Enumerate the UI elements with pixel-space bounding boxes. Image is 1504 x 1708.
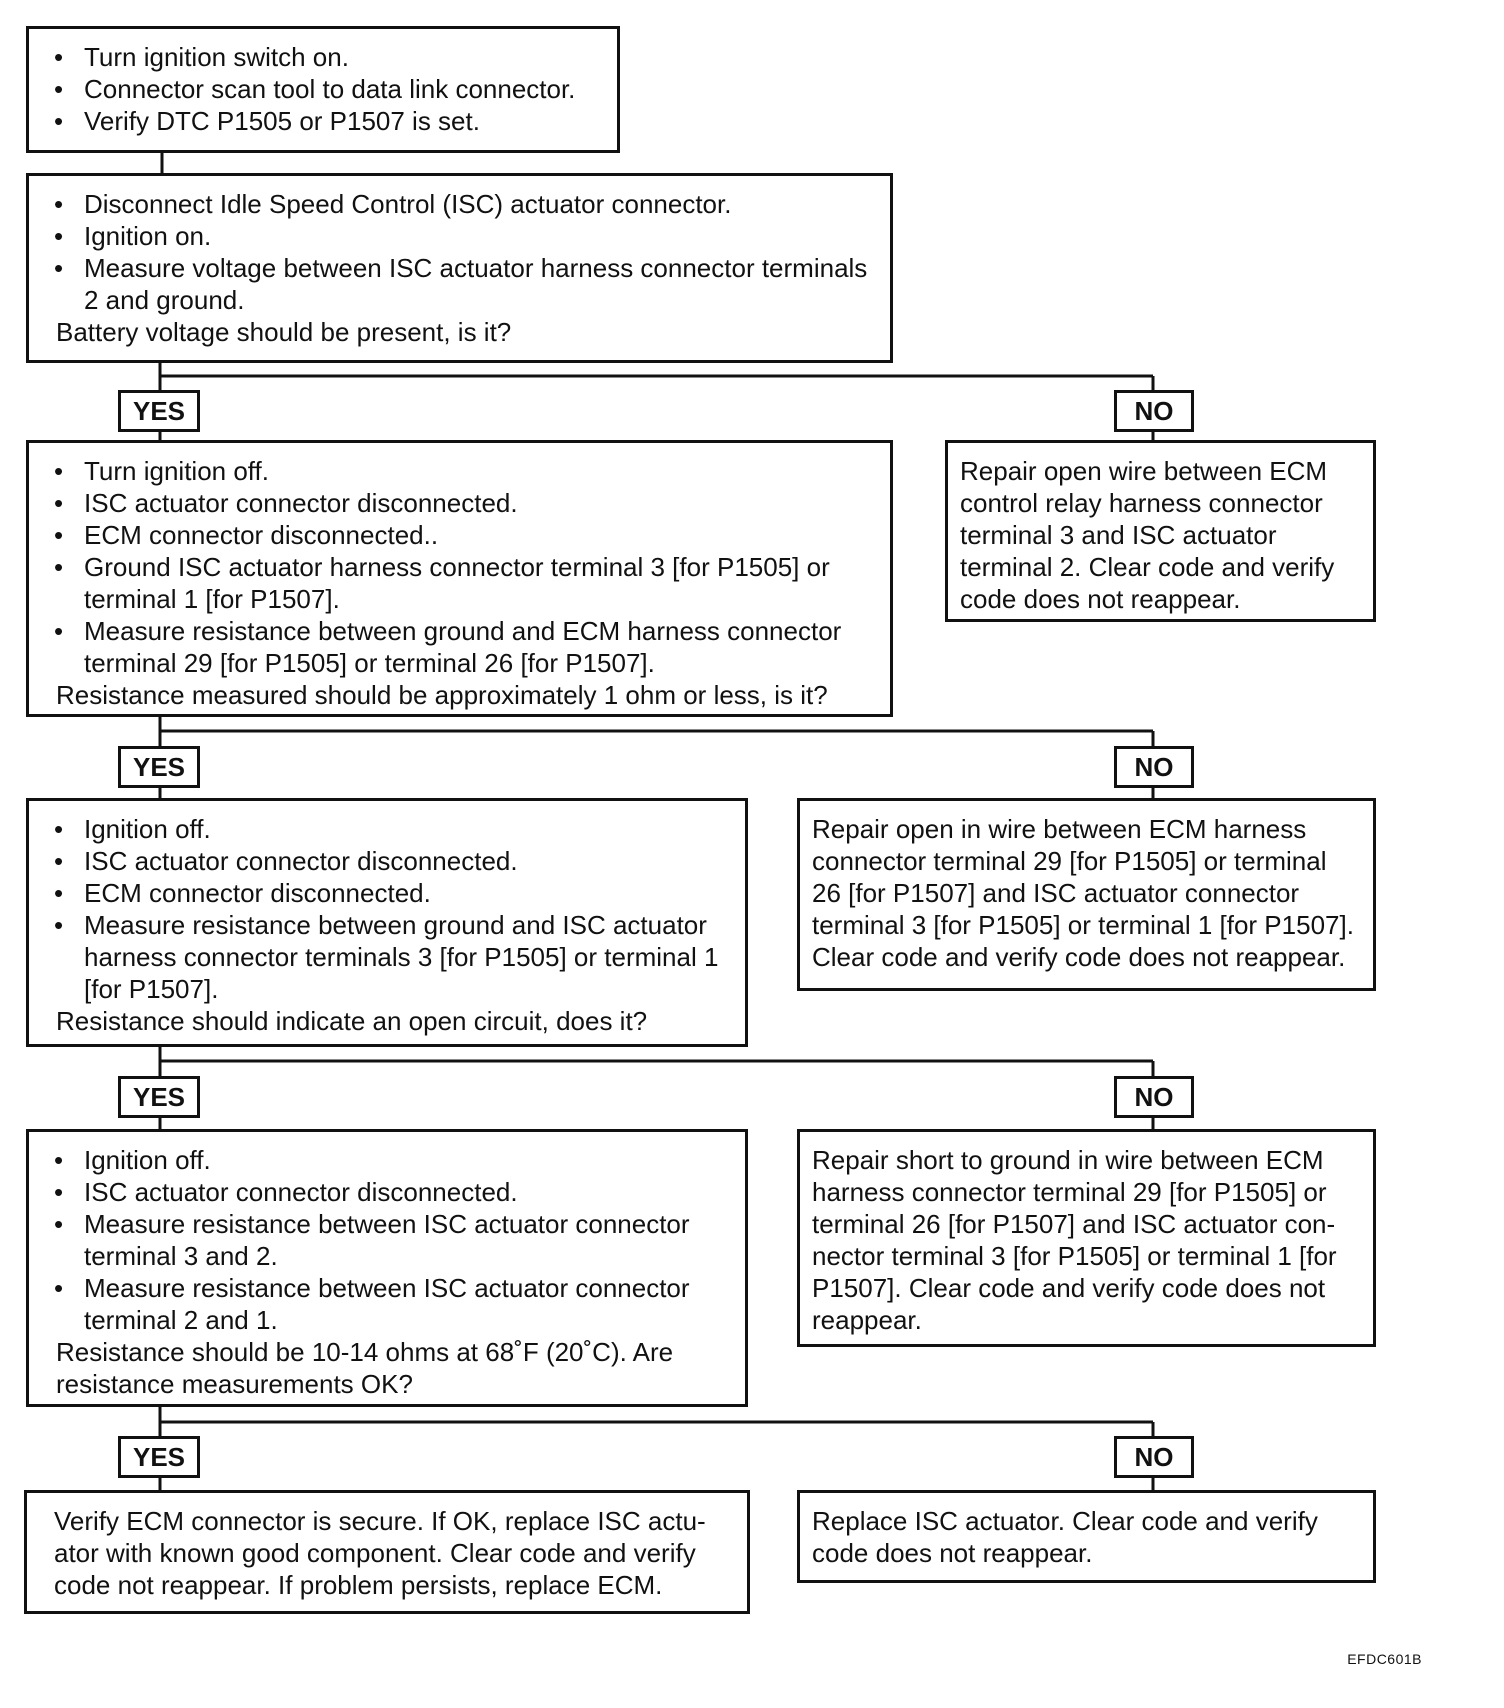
step-3-question: Resistance measured should be approximately 1 ohm or less, is it? [56, 680, 828, 710]
final-yes-box [24, 1490, 750, 1614]
step-1-bullet: • Turn ignition switch on. [84, 41, 605, 73]
step-5-bullet: • Ignition off. [84, 1144, 733, 1176]
step-2-bullet: • Measure voltage between ISC actuator harness connector terminals 2 and ground. [84, 252, 878, 316]
figure-code: EFDC601B [1347, 1651, 1422, 1667]
step-5-question: Resistance should be 10-14 ohms at 68˚F (20˚C). Are resistance measurements OK? [56, 1337, 674, 1399]
no-result-4-box [797, 1490, 1376, 1583]
step-3-bullet: • Ground ISC actuator harness connector terminal 3 [for P1505] or terminal 1 [for P1507]. [84, 551, 878, 615]
step-2-box [26, 173, 893, 363]
step-5-bullet: • Measure resistance between ISC actuator connector terminal 2 and 1. [84, 1272, 733, 1336]
step-4-question: Resistance should indicate an open circuit, does it? [56, 1006, 648, 1036]
step-5-box [26, 1129, 748, 1407]
step-4-bullet: • ECM connector disconnected. [84, 877, 733, 909]
step-1-box [26, 26, 620, 153]
no-result-1-box [945, 440, 1376, 622]
step-3-box [26, 440, 893, 717]
step-3-bullet: • Measure resistance between ground and ECM harness connector terminal 29 [for P1505] or terminal 26 [for P1507]. [84, 615, 878, 679]
step-3-bullet: • Turn ignition off. [84, 455, 878, 487]
step-2-bullet: • Disconnect Idle Speed Control (ISC) actuator connector. [84, 188, 878, 220]
step-3-bullet: • ISC actuator connector disconnected. [84, 487, 878, 519]
step-4-box [26, 798, 748, 1047]
no-result-2-text: Repair open in wire between ECM harness connector terminal 29 [for P1505] or terminal 26 [for P1507] and ISC actuator connector terminal 3 [for P1505] or terminal 1 [for P1507]. Clear code and verify code does not reappear. [812, 814, 1354, 972]
step-5-bullet: • ISC actuator connector disconnected. [84, 1176, 733, 1208]
step-1-bullet: • Connector scan tool to data link connector. [84, 73, 605, 105]
no-result-3-box [797, 1129, 1376, 1347]
no-label: NO [1114, 1076, 1194, 1118]
step-4-bullet: • ISC actuator connector disconnected. [84, 845, 733, 877]
step-2-question: Battery voltage should be present, is it? [56, 317, 512, 347]
step-4-bullet: • Measure resistance between ground and ISC actuator harness connector terminals 3 [for P1505] or terminal 1 [for P1507]. [84, 909, 733, 1005]
no-label: NO [1114, 1436, 1194, 1478]
yes-label: YES [118, 746, 200, 788]
step-1-bullet: • Verify DTC P1505 or P1507 is set. [84, 105, 605, 137]
step-2-bullet: • Ignition on. [84, 220, 878, 252]
no-result-1-text: Repair open wire between ECM control relay harness connector terminal 3 and ISC actuator terminal 2. Clear code and verify code does not reappear. [960, 456, 1335, 614]
final-yes-text: Verify ECM connector is secure. If OK, replace ISC actu-ator with known good component. Clear code and verify code not reappear. If problem persists, replace ECM. [54, 1506, 706, 1600]
step-4-bullet: • Ignition off. [84, 813, 733, 845]
no-result-4-text: Replace ISC actuator. Clear code and verify code does not reappear. [812, 1506, 1318, 1568]
yes-label: YES [118, 1076, 200, 1118]
no-result-2-box [797, 798, 1376, 991]
yes-label: YES [118, 390, 200, 432]
yes-label: YES [118, 1436, 200, 1478]
no-label: NO [1114, 746, 1194, 788]
no-result-3-text: Repair short to ground in wire between ECM harness connector terminal 29 [for P1505] or terminal 26 [for P1507] and ISC actuator con-nector terminal 3 [for P1505] or terminal 1 [for P1507]. Clear code and verify code does not reappear. [812, 1145, 1337, 1335]
no-label: NO [1114, 390, 1194, 432]
step-3-bullet: • ECM connector disconnected.. [84, 519, 878, 551]
step-5-bullet: • Measure resistance between ISC actuator connector terminal 3 and 2. [84, 1208, 733, 1272]
